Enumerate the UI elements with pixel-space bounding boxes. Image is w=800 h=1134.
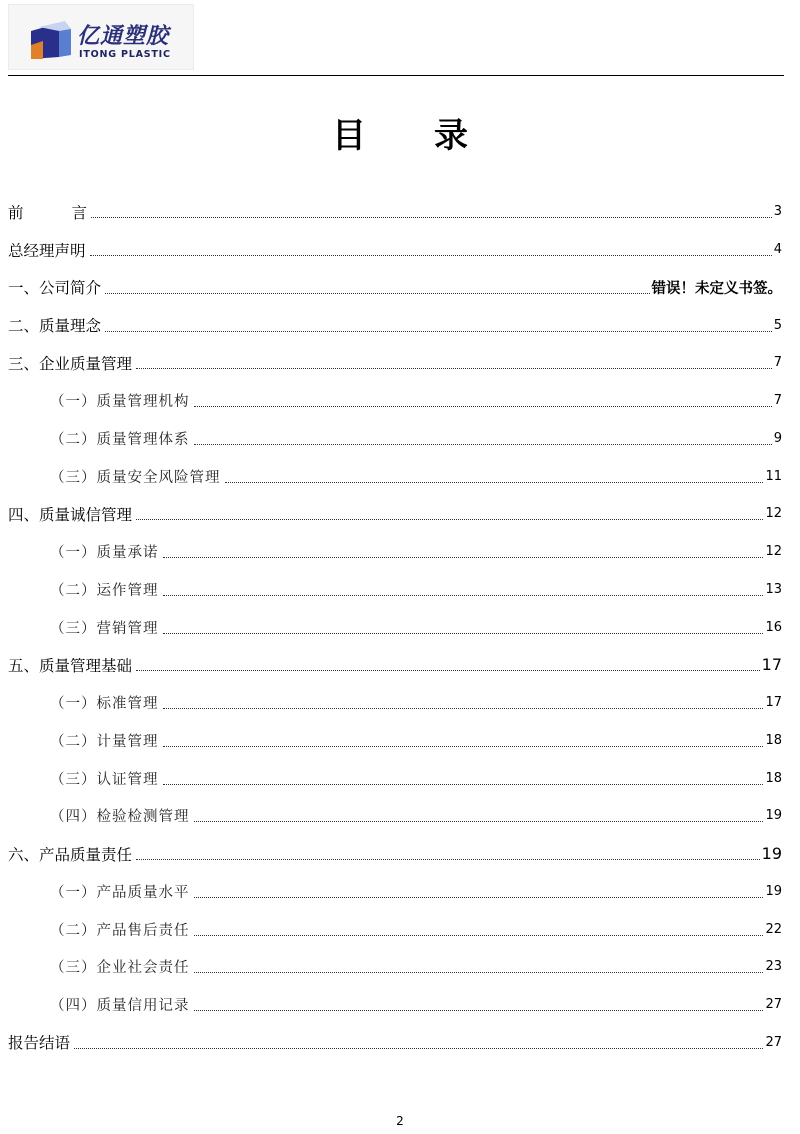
toc-entry[interactable] bbox=[8, 986, 782, 1024]
dot-leader bbox=[163, 708, 764, 709]
toc-entry-page: 11 bbox=[765, 468, 782, 484]
page-header bbox=[0, 0, 800, 80]
logo-english-name: ITONG PLASTIC bbox=[79, 49, 171, 60]
toc-entry-page: 错误！未定义书签。 bbox=[651, 280, 782, 297]
toc-entry[interactable] bbox=[8, 306, 782, 344]
toc-entry-page: 17 bbox=[765, 695, 782, 711]
dot-leader bbox=[163, 595, 764, 596]
dot-leader bbox=[90, 255, 772, 256]
toc-entry[interactable] bbox=[8, 835, 782, 873]
toc-entry-label: （二）计量管理 bbox=[50, 733, 159, 750]
toc-entry-page: 22 bbox=[765, 921, 782, 937]
toc-entry-label: （三）企业社会责任 bbox=[50, 960, 190, 977]
toc-entry-page: 19 bbox=[765, 883, 782, 899]
toc-entry-label: 一、公司简介 bbox=[8, 279, 102, 298]
dot-leader bbox=[194, 821, 764, 822]
dot-leader bbox=[74, 1048, 763, 1049]
toc-entry-label: 五、质量管理基础 bbox=[8, 656, 133, 675]
dot-leader bbox=[163, 746, 764, 747]
dot-leader bbox=[194, 972, 764, 973]
toc-entry-page: 4 bbox=[773, 242, 782, 258]
toc-entry[interactable] bbox=[8, 608, 782, 646]
toc-entry-label: （三）质量安全风险管理 bbox=[50, 469, 221, 486]
toc-entry-page: 12 bbox=[765, 544, 782, 560]
toc-entry-label: （二）产品售后责任 bbox=[50, 922, 190, 939]
toc-entry-label: 六、产品质量责任 bbox=[8, 845, 133, 864]
toc-entry-label: 总经理声明 bbox=[8, 241, 86, 260]
toc-entry[interactable] bbox=[8, 910, 782, 948]
toc-entry-page: 7 bbox=[773, 355, 782, 371]
company-logo bbox=[8, 4, 194, 70]
toc-entry-label: 三、企业质量管理 bbox=[8, 354, 133, 373]
dot-leader bbox=[225, 482, 764, 483]
toc-entry-label: 二、质量理念 bbox=[8, 317, 102, 336]
toc-entry-page: 27 bbox=[765, 1034, 782, 1050]
toc-entry-label: （四）检验检测管理 bbox=[50, 809, 190, 826]
toc-entry-page: 19 bbox=[761, 844, 782, 864]
toc-entry[interactable] bbox=[8, 759, 782, 797]
toc-entry[interactable] bbox=[8, 495, 782, 533]
dot-leader bbox=[163, 633, 764, 634]
logo-cube-icon bbox=[29, 19, 73, 63]
toc-entry[interactable] bbox=[8, 420, 782, 458]
table-of-contents bbox=[8, 193, 782, 1061]
toc-entry-page: 5 bbox=[773, 317, 782, 333]
toc-entry[interactable] bbox=[8, 344, 782, 382]
toc-entry-page: 12 bbox=[765, 506, 782, 522]
header-divider bbox=[8, 75, 784, 76]
toc-entry-label: （二）运作管理 bbox=[50, 582, 159, 599]
toc-entry[interactable] bbox=[8, 646, 782, 684]
toc-entry[interactable] bbox=[8, 193, 782, 231]
toc-entry-page: 23 bbox=[765, 959, 782, 975]
toc-entry[interactable] bbox=[8, 873, 782, 911]
dot-leader bbox=[194, 897, 764, 898]
toc-entry[interactable] bbox=[8, 382, 782, 420]
toc-entry[interactable] bbox=[8, 533, 782, 571]
toc-entry-page: 19 bbox=[765, 808, 782, 824]
toc-entry-page: 3 bbox=[773, 204, 782, 220]
toc-entry-page: 18 bbox=[765, 770, 782, 786]
dot-leader bbox=[194, 444, 772, 445]
dot-leader bbox=[105, 293, 649, 294]
dot-leader bbox=[136, 670, 760, 671]
toc-entry-page: 18 bbox=[765, 732, 782, 748]
toc-entry[interactable] bbox=[8, 571, 782, 609]
dot-leader bbox=[136, 859, 760, 860]
toc-entry-page: 27 bbox=[765, 997, 782, 1013]
toc-entry-label: 四、质量诚信管理 bbox=[8, 505, 133, 524]
toc-entry-label: （一）产品质量水平 bbox=[50, 884, 190, 901]
toc-entry-label: （一）质量管理机构 bbox=[50, 394, 190, 411]
toc-entry[interactable] bbox=[8, 269, 782, 307]
dot-leader bbox=[194, 1010, 764, 1011]
toc-entry[interactable] bbox=[8, 231, 782, 269]
toc-entry-label: （三）营销管理 bbox=[50, 620, 159, 637]
toc-entry[interactable] bbox=[8, 722, 782, 760]
toc-entry-label-part: 前 bbox=[8, 203, 24, 222]
toc-entry-label bbox=[8, 201, 87, 223]
toc-entry[interactable] bbox=[8, 797, 782, 835]
dot-leader bbox=[91, 217, 772, 218]
toc-entry[interactable] bbox=[8, 948, 782, 986]
dot-leader bbox=[105, 331, 772, 332]
dot-leader bbox=[163, 557, 764, 558]
toc-entry[interactable] bbox=[8, 1024, 782, 1062]
dot-leader bbox=[194, 406, 772, 407]
toc-entry-label: （一）标准管理 bbox=[50, 696, 159, 713]
toc-entry-label-part: 言 bbox=[71, 203, 88, 222]
dot-leader bbox=[136, 368, 772, 369]
toc-entry-label: （三）认证管理 bbox=[50, 771, 159, 788]
toc-entry-page: 17 bbox=[761, 655, 782, 675]
logo-chinese-name: 亿通塑胶 bbox=[77, 24, 170, 49]
toc-entry-page: 7 bbox=[773, 393, 782, 409]
page-title: 目 录 bbox=[332, 116, 468, 156]
dot-leader bbox=[163, 784, 764, 785]
toc-entry[interactable] bbox=[8, 457, 782, 495]
toc-entry-label: （一）质量承诺 bbox=[50, 545, 159, 562]
dot-leader bbox=[194, 935, 764, 936]
toc-entry-page: 13 bbox=[765, 581, 782, 597]
toc-entry-page: 16 bbox=[765, 619, 782, 635]
toc-entry[interactable] bbox=[8, 684, 782, 722]
toc-entry-label: （四）质量信用记录 bbox=[50, 998, 190, 1015]
toc-entry-label: （二）质量管理体系 bbox=[50, 431, 190, 448]
page-number: 2 bbox=[396, 1114, 404, 1128]
toc-entry-label: 报告结语 bbox=[8, 1034, 71, 1053]
toc-entry-page: 9 bbox=[773, 430, 782, 446]
dot-leader bbox=[136, 519, 763, 520]
